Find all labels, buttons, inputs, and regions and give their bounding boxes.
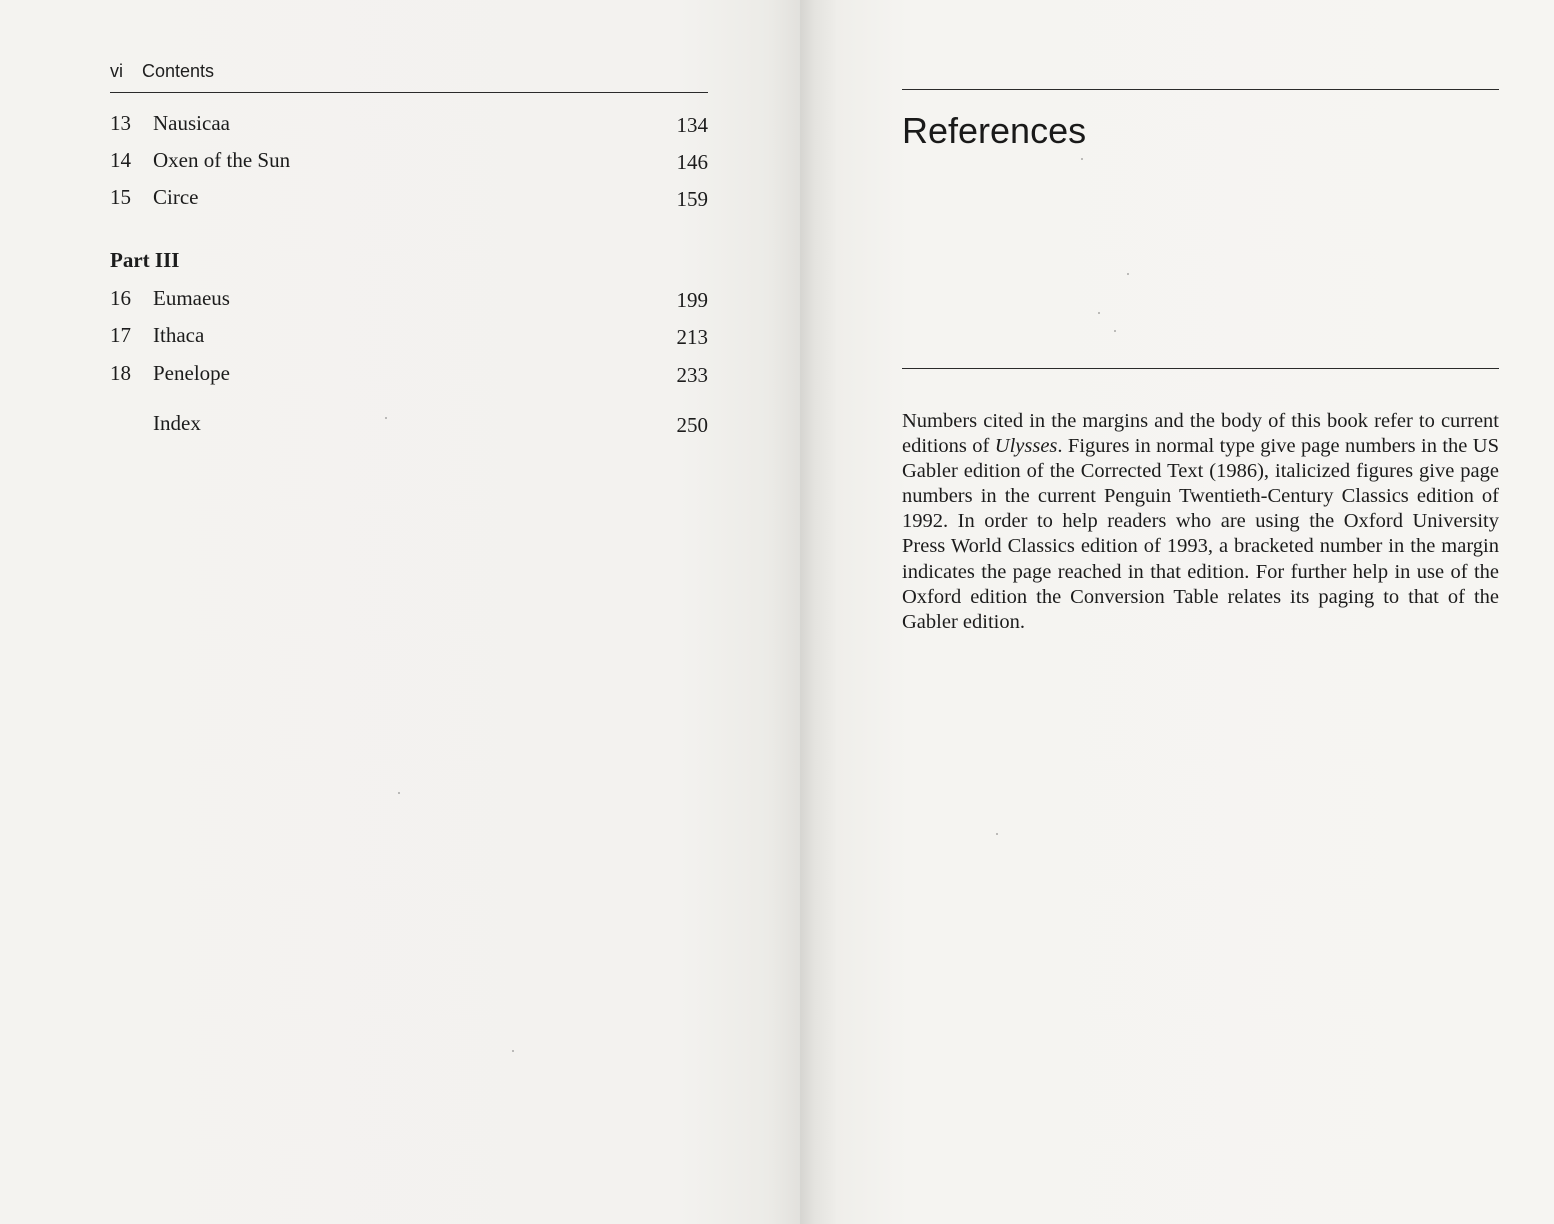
part-heading: Part III [110, 248, 180, 272]
paper-speck [1081, 158, 1083, 160]
book-gutter [800, 0, 836, 1224]
page-title: References [902, 110, 1087, 151]
toc-entry-17 [110, 323, 708, 351]
chapter-number: 16 [110, 286, 131, 310]
chapter-number: 17 [110, 323, 131, 347]
chapter-number: 13 [110, 111, 131, 135]
chapter-number: 15 [110, 185, 131, 209]
paper-speck [1098, 312, 1100, 314]
paper-speck [996, 833, 998, 835]
running-head [110, 61, 214, 82]
body-text-rest: . Figures in normal type give page numbers in the US Gabler edition of the Corrected Text (1986), italicized figures give page numbers in the current Penguin Twentieth-Century Classics edition of 1992. In order to help readers who are using the Oxford University Press World Classics edition of 1993, a bracketed number in the margin indicates the page reached in that edition. For further help in use of the Oxford edition the Conversion Table relates its paging to that of the Gabler edition. [902, 435, 1499, 633]
paper-speck [398, 792, 400, 794]
toc-entry-13 [110, 111, 708, 139]
chapter-title: Oxen of the Sun [153, 148, 291, 172]
index-title: Index [153, 411, 201, 435]
references-paragraph [902, 409, 1499, 635]
chapter-title: Circe [153, 185, 199, 209]
paper-speck [385, 417, 387, 419]
running-head-title: Contents [142, 61, 215, 81]
chapter-title: Eumaeus [153, 286, 230, 310]
chapter-title: Penelope [153, 361, 230, 385]
heading-rule-top [902, 89, 1499, 90]
toc-entry-16 [110, 286, 708, 314]
toc-entry-14 [110, 148, 708, 176]
heading-rule-bottom [902, 368, 1499, 369]
paper-speck [1127, 273, 1129, 275]
chapter-page: 134 [676, 113, 708, 137]
paper-speck [1114, 330, 1116, 332]
running-head-rule [110, 92, 708, 93]
chapter-page: 233 [676, 363, 708, 387]
chapter-title: Nausicaa [153, 111, 230, 135]
index-page: 250 [676, 413, 708, 437]
chapter-number: 18 [110, 361, 131, 385]
chapter-page: 199 [676, 288, 708, 312]
chapter-page: 146 [676, 150, 708, 174]
body-text-start: Numbers cited in the margins and the body of this book refer to current editions of [902, 410, 1499, 458]
book-title-italic: Ulysses [994, 435, 1058, 458]
toc-entry-index [110, 411, 708, 439]
toc-entry-18 [110, 361, 708, 389]
chapter-page: 159 [676, 187, 708, 211]
paper-speck [512, 1050, 514, 1052]
toc-entry-15 [110, 185, 708, 213]
chapter-number: 14 [110, 148, 131, 172]
page-folio: vi [110, 61, 123, 81]
chapter-title: Ithaca [153, 323, 205, 347]
chapter-page: 213 [676, 325, 708, 349]
